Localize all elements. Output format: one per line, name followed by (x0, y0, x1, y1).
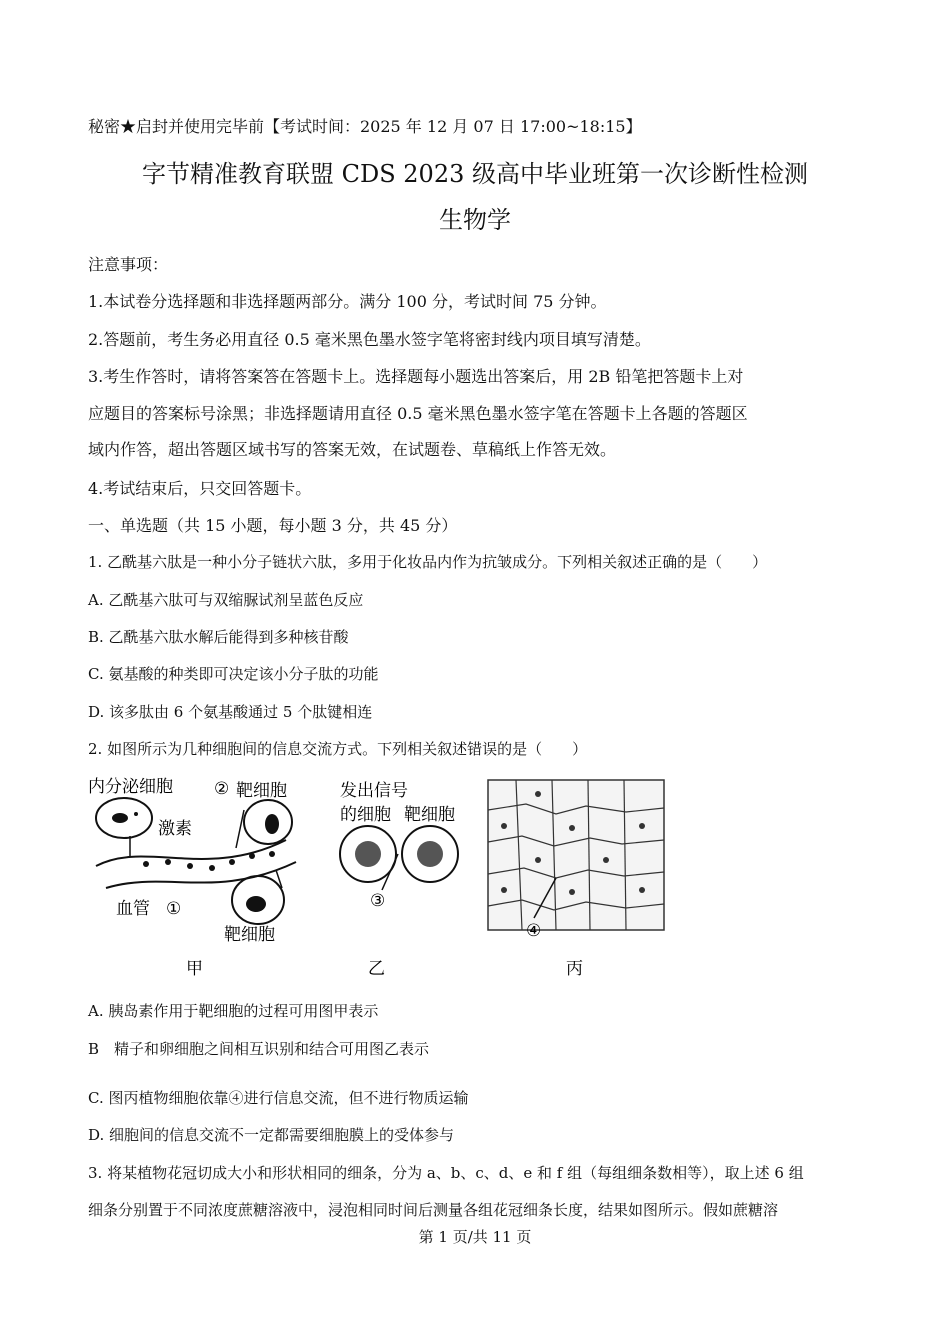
circle-4-label: ④ (526, 921, 542, 941)
target-cell-yi-label: 靶细胞 (404, 805, 455, 825)
contact-pointer (382, 854, 398, 890)
panel-jia (88, 777, 296, 979)
signal-cell-nucleus (355, 841, 381, 867)
target-nucleus-top (265, 814, 279, 834)
notice-item: 2.答题前，考生务必用直径 0.5 毫米黑色墨水签字笔将密封线内项目填写清楚。 (88, 330, 651, 349)
subject-title: 生物学 (439, 206, 511, 234)
signal-cell-label-2: 的细胞 (340, 805, 391, 825)
question-2-option-b: B 精子和卵细胞之间相互识别和结合可用图乙表示 (88, 1040, 430, 1058)
target-cell-top-label: 靶细胞 (236, 781, 287, 801)
target-cell-yi-nucleus (417, 841, 443, 867)
question-3-line-1: 3. 将某植物花冠切成大小和形状相同的细条，分为 a、b、c、d、e 和 f 组（每组细条数相等），取上述 6 组 (88, 1164, 804, 1182)
panel-bing-label: 丙 (566, 959, 583, 979)
hormone-label: 激素 (158, 819, 192, 839)
question-1-option-a: A. 乙酰基六肽可与双缩脲试剂呈蓝色反应 (88, 591, 364, 609)
target-cell-bottom-label: 靶细胞 (224, 925, 275, 945)
target-nucleus-bottom (246, 896, 266, 912)
question-2-option-c: C. 图丙植物细胞依靠④进行信息交流，但不进行物质运输 (88, 1089, 469, 1107)
question-2-stem: 2. 如图所示为几种细胞间的信息交流方式。下列相关叙述错误的是（ ） (88, 740, 588, 758)
circle-3-label: ③ (370, 891, 386, 911)
signal-cell-label-1: 发出信号 (340, 781, 408, 801)
vessel-wall-top (96, 840, 286, 866)
circle-1-label: ① (166, 899, 182, 919)
vessel-wall-bottom (106, 862, 296, 888)
notice-item: 3.考生作答时，请将答案答在答题卡上。选择题每小题选出答案后，用 2B 铅笔把答题卡上对 (88, 367, 744, 386)
question-2-option-a: A. 胰岛素作用于靶细胞的过程可用图甲表示 (88, 1002, 379, 1020)
question-3-line-2: 细条分别置于不同浓度蔗糖溶液中，浸泡相同时间后测量各组花冠细条长度，结果如图所示。假如蔗糖溶 (88, 1201, 779, 1219)
vessel-label: 血管 (116, 899, 150, 919)
endocrine-cell-label: 内分泌细胞 (88, 777, 173, 797)
circle-2-label: ② (214, 779, 230, 799)
panel-bing (488, 780, 664, 979)
confidential-note: 秘密★启封并使用完毕前【考试时间：2025 年 12 月 07 日 17:00~18:15】 (88, 117, 642, 136)
section-heading: 一、单选题（共 15 小题，每小题 3 分，共 45 分） (88, 516, 458, 535)
hormone-dot (134, 812, 138, 816)
panel-jia-label: 甲 (186, 959, 203, 979)
notice-heading: 注意事项： (88, 255, 169, 274)
question-1-option-c: C. 氨基酸的种类即可决定该小分子肽的功能 (88, 665, 379, 683)
page-footer: 第 1 页/共 11 页 (418, 1228, 532, 1246)
question-1-option-b: B. 乙酰基六肽水解后能得到多种核苷酸 (88, 628, 349, 646)
exam-title: 字节精准教育联盟 CDS 2023 级高中毕业班第一次诊断性检测 (141, 160, 808, 188)
panel-yi (340, 781, 458, 979)
hormone-molecules (143, 851, 275, 871)
transport-arrow (236, 810, 244, 848)
notice-item: 域内作答，超出答题区域书写的答案无效，在试题卷、草稿纸上作答无效。 (88, 440, 617, 459)
endocrine-nucleus (112, 813, 128, 823)
question-1-stem: 1. 乙酰基六肽是一种小分子链状六肽，多用于化妆品内作为抗皱成分。下列相关叙述正确的是（ ） (88, 553, 768, 571)
panel-yi-label: 乙 (368, 959, 385, 979)
notice-item: 应题目的答案标号涂黑；非选择题请用直径 0.5 毫米黑色墨水签字笔在答题卡上各题的答题区 (88, 404, 748, 423)
cell-communication-figure (86, 770, 670, 982)
plant-tissue (488, 780, 664, 930)
question-1-option-d: D. 该多肽由 6 个氨基酸通过 5 个肽键相连 (88, 703, 373, 721)
notice-item: 4.考试结束后，只交回答题卡。 (88, 479, 312, 498)
question-2-option-d: D. 细胞间的信息交流不一定都需要细胞膜上的受体参与 (88, 1126, 455, 1144)
notice-item: 1.本试卷分选择题和非选择题两部分。满分 100 分，考试时间 75 分钟。 (88, 292, 607, 311)
